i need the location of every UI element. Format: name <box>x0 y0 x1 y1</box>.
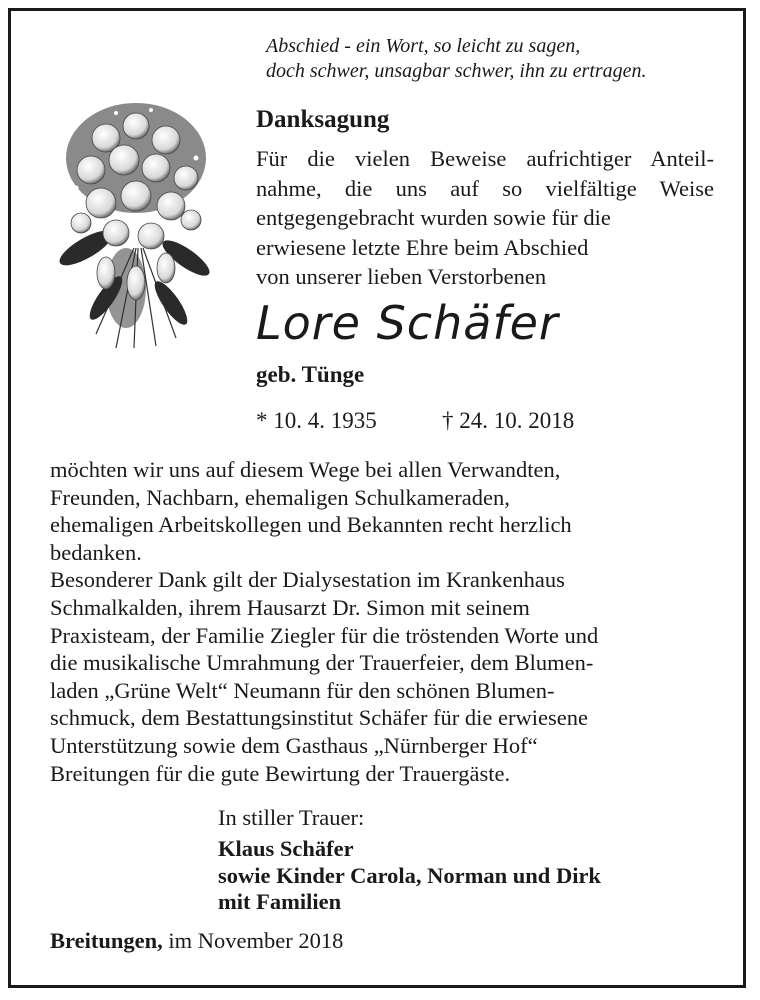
mourner-line: sowie Kinder Carola, Norman und Dirk <box>218 862 601 888</box>
date: im November 2018 <box>168 928 344 953</box>
intro-line: nahme, die uns auf so vielfältige Weise <box>256 175 714 201</box>
body-line: möchten wir uns auf diesem Wege bei allen Verwandten, <box>50 457 561 482</box>
intro-text <box>256 144 714 292</box>
intro-line: entgegengebracht wurden sowie für die <box>256 205 611 230</box>
mourning-label: In stiller Trauer: <box>218 805 365 830</box>
body-line: Besonderer Dank gilt der Dialysestation im Krankenhaus <box>50 567 565 593</box>
death-date: † 24. 10. 2018 <box>442 408 575 433</box>
mourners <box>218 836 601 916</box>
body-line: bedanken. <box>50 539 142 565</box>
place-date <box>50 928 343 954</box>
motto-line-1: Abschied - ein Wort, so leicht zu sagen, <box>266 35 581 57</box>
flower-bouquet-icon <box>46 98 218 354</box>
maiden-name: geb. Tünge <box>256 362 365 387</box>
body-line: Praxisteam, der Familie Ziegler für die tröstenden Worte und <box>50 622 599 648</box>
body-line: Unterstützung sowie dem Gasthaus „Nürnberger Hof“ <box>50 732 538 758</box>
mourner-line: Klaus Schäfer <box>218 836 354 861</box>
body-line: ehemaligen Arbeitskollegen und Bekannten recht herzlich <box>50 512 572 538</box>
body-line: Freunden, Nachbarn, ehemaligen Schulkameraden, <box>50 484 510 510</box>
heading: Danksagung <box>256 106 390 133</box>
intro-line: von unserer lieben Verstorbenen <box>256 264 547 289</box>
intro-line: erwiesene letzte Ehre beim Abschied <box>256 234 589 260</box>
body-line: Breitungen für die gute Bewirtung der Trauergäste. <box>50 760 511 786</box>
birth-date: * 10. 4. 1935 <box>256 408 377 433</box>
body-line: laden „Grüne Welt“ Neumann für den schönen Blumen- <box>50 677 555 703</box>
body-line: Schmalkalden, ihrem Hausarzt Dr. Simon mit seinem <box>50 594 530 620</box>
motto-line-2: doch schwer, unsagbar schwer, ihn zu ertragen. <box>266 60 647 82</box>
intro-line: Für die vielen Beweise aufrichtiger Anteil- <box>256 146 714 171</box>
body-line: die musikalische Umrahmung der Trauerfeier, dem Blumen- <box>50 650 594 676</box>
body-text <box>50 456 722 787</box>
place: Breitungen, <box>50 928 163 953</box>
deceased-name: Lore Schäfer <box>256 296 559 350</box>
body-line: schmuck, dem Bestattungsinstitut Schäfer für die erwiesene <box>50 705 588 731</box>
motto <box>266 34 736 84</box>
mourner-line: mit Familien <box>218 889 342 914</box>
